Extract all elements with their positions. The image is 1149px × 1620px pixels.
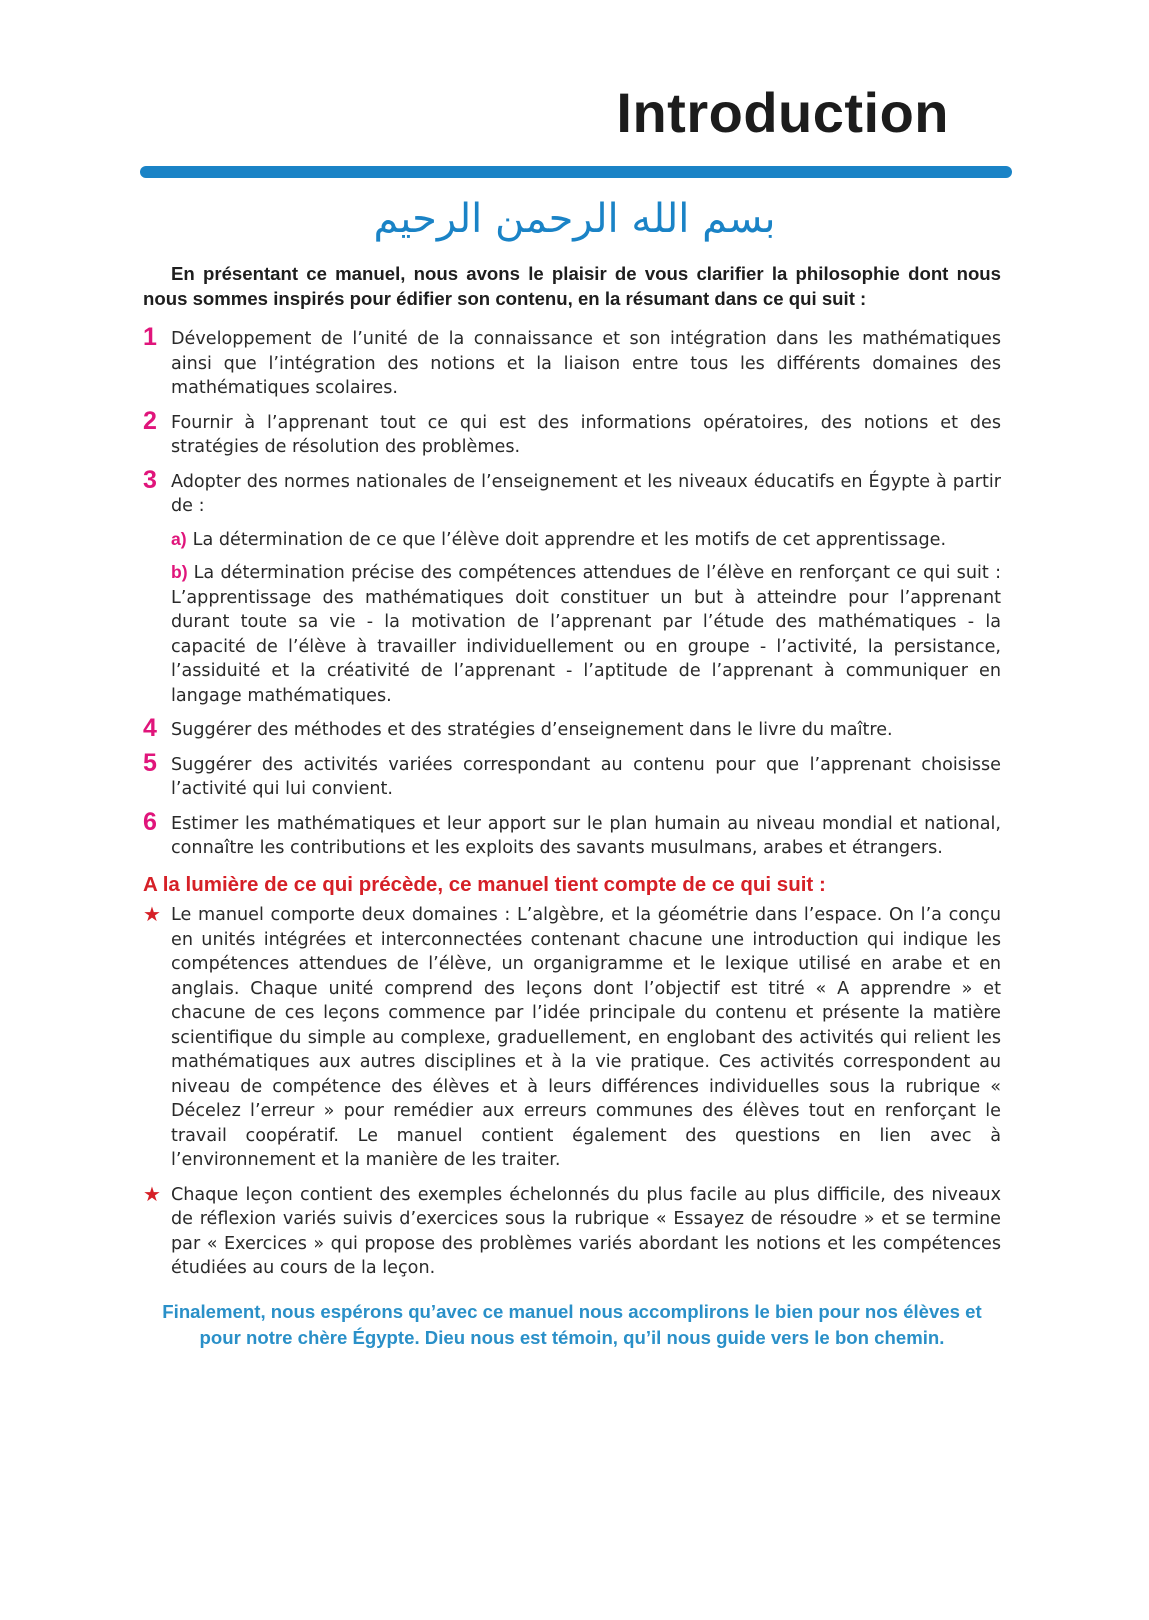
star-list-item [143,1183,1001,1281]
list-item [143,748,1001,802]
item-text: Estimer les mathématiques et leur apport sur le plan humain au niveau mondial et national, connaître les contributions et les exploits des savants musulmans, arabes et étrangers. [171,813,1001,858]
list-item [143,406,1001,460]
intro-paragraph: En présentant ce manuel, nous avons le plaisir de vous clarifier la philosophie dont nous nous sommes inspirés pour édifier son contenu, en la résumant dans ce qui suit : [143,263,1001,309]
star-item-text: Chaque leçon contient des exemples échelonnés du plus facile au plus difficile, des niveaux de réflexion variés suivis d’exercices sous la rubrique « Essayez de résoudre » et se termine par « Exercices » qui propose des problèmes variés abordant les notions et les compétences étudiées au cours de la leçon. [171,1184,1001,1278]
list-item [143,465,1001,709]
list-item [143,714,1001,743]
item-number: 4 [143,714,157,742]
document-body [143,262,1001,1351]
item-number: 5 [143,748,157,777]
page-title: Introduction [616,81,949,144]
list-item [143,807,1001,861]
closing-paragraph: Finalement, nous espérons qu’avec ce manuel nous accomplirons le bien pour nos élèves et pour notre chère Égypte. Dieu nous est témoin, qu’il nous guide vers le bon chemin. [162,1300,982,1348]
sub-item-text: La détermination précise des compétences attendues de l’élève en renforçant ce qui suit : L’apprentissage des mathématiques doit constituer un but à atteindre pour l’apprenant durant toute sa vie - la motivation de l’apprenant par l’étude des mathématiques - la capacité de l’élève à travailler individuellement ou en groupe - l’activité, la persistance, l’assiduité et la créativité de l’apprenant - l’aptitude de l’apprenant à communiquer en langage mathématiques. [171,563,1001,706]
star-list-item [143,903,1001,1173]
sub-item [171,560,1001,708]
item-number: 1 [143,323,157,351]
section-subheading: A la lumière de ce qui précède, ce manuel tient compte de ce qui suit : [143,872,826,896]
star-icon: ★ [143,1181,161,1206]
list-item [143,323,1001,401]
item-text: Fournir à l’apprenant tout ce qui est des informations opératoires, des notions et des stratégies de résolution des problèmes. [171,412,1001,457]
item-text: Adopter des normes nationales de l’enseignement et les niveaux éducatifs en Égypte à partir de : [171,471,1001,516]
item-number: 2 [143,406,157,435]
sub-item-letter: a) [171,528,187,549]
title-underline-bar [140,166,1012,178]
item-number: 3 [143,465,157,494]
item-number: 6 [143,807,157,836]
sub-item [171,527,1001,553]
basmala-heading: بسم الله الرحمن الرحيم [373,196,776,242]
sub-item-text: La détermination de ce que l’élève doit apprendre et les motifs de cet apprentissage. [192,529,947,550]
item-text: Développement de l’unité de la connaissance et son intégration dans les mathématiques ainsi que l’intégration des notions et la liaison entre tous les différents domaines des mathématiques scolaires. [171,329,1001,398]
item-text: Suggérer des activités variées correspondant au contenu pour que l’apprenant choisisse l’activité qui lui convient. [171,754,1001,799]
item-text: Suggérer des méthodes et des stratégies d’enseignement dans le livre du maître. [171,720,893,740]
star-item-text: Le manuel comporte deux domaines : L’algèbre, et la géométrie dans l’espace. On l’a conçu en unités intégrées et interconnectées contenant chacune une introduction qui indique les compétences attendues de l’élève, un organigramme et le lexique utilisé en arabe et en anglais. Chaque unité comprend des leçons dont l’objectif est titré « A apprendre » et chacune de ces leçons commence par l’idée principale du contenu et présente la matière scientifique du simple au complexe, graduellement, en englobant des activités qui relient les mathématiques aux autres disciplines et à la vie pratique. Ces activités correspondent au niveau de compétence des élèves et à leurs différences individuelles sous la rubrique « Décelez l’erreur » pour remédier aux erreurs communes des élèves tout en renforçant le travail coopératif. Le manuel contient également des questions en lien avec à l’environnement et la manière de les traiter. [171,905,1001,1170]
star-icon: ★ [143,902,161,926]
sub-item-letter: b) [171,562,188,582]
